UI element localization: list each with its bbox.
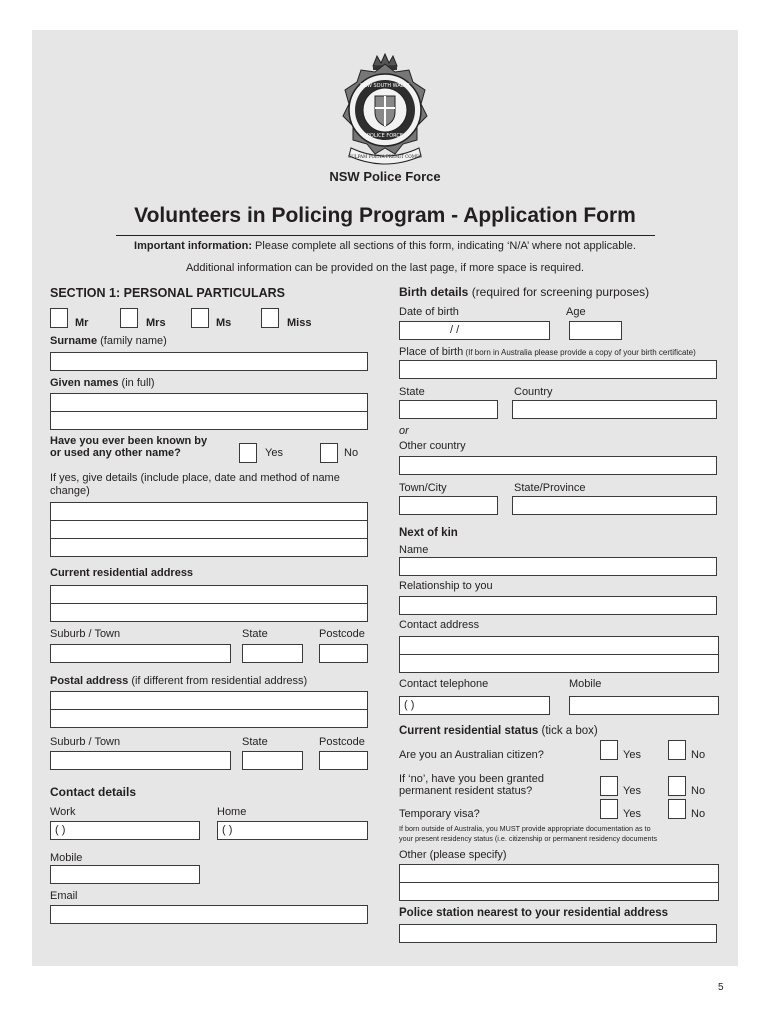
known-by-line-2: or used any other name? xyxy=(50,447,181,459)
age-label: Age xyxy=(566,306,586,318)
birth-country-input[interactable] xyxy=(512,400,717,419)
work-phone-label: Work xyxy=(50,806,76,818)
form-title: Volunteers in Policing Program - Application Form xyxy=(134,204,636,227)
town-city-input[interactable] xyxy=(399,496,498,515)
nok-name-input[interactable] xyxy=(399,557,717,576)
dob-separators: / / xyxy=(450,324,460,336)
if-yes-line-2: change) xyxy=(50,485,90,497)
pr-yes-label: Yes xyxy=(623,785,641,797)
residential-address-input-2[interactable] xyxy=(50,603,368,622)
given-names-label: Given names (in full) xyxy=(50,377,155,389)
other-country-label: Other country xyxy=(399,440,466,452)
title-mrs-label: Mrs xyxy=(146,317,166,329)
postal-suburb-label: Suburb / Town xyxy=(50,736,121,748)
state-province-input[interactable] xyxy=(512,496,717,515)
overseas-note-line-1: If born outside of Australia, you MUST provide appropriate documentation as to xyxy=(399,824,651,833)
pr-no-checkbox[interactable] xyxy=(668,776,686,796)
title-mr-label: Mr xyxy=(75,317,89,329)
surname-input[interactable] xyxy=(50,352,368,371)
nok-name-label: Name xyxy=(399,544,429,556)
other-status-label: Other (please specify) xyxy=(399,849,507,861)
pr-no-label: No xyxy=(691,785,706,797)
birth-state-input[interactable] xyxy=(399,400,498,419)
email-label: Email xyxy=(50,890,78,902)
res-postcode-input[interactable] xyxy=(319,644,368,663)
important-info xyxy=(0,240,770,252)
residential-address-label: Current residential address xyxy=(50,567,194,579)
other-country-input[interactable] xyxy=(399,456,717,475)
page-number: 5 xyxy=(718,982,724,993)
postal-postcode-label: Postcode xyxy=(319,736,365,748)
other-status-input-1[interactable] xyxy=(399,864,719,883)
citizen-no-checkbox[interactable] xyxy=(668,740,686,760)
temp-visa-question: Temporary visa? xyxy=(399,808,480,820)
contact-telephone-label: Contact telephone xyxy=(399,678,489,690)
title-ms-label: Ms xyxy=(216,317,232,329)
given-names-input-2[interactable] xyxy=(50,411,368,430)
known-by-no-checkbox[interactable] xyxy=(320,443,338,463)
nsw-police-badge xyxy=(335,52,435,168)
organisation-name: NSW Police Force xyxy=(329,169,441,184)
other-name-details-2[interactable] xyxy=(50,520,368,539)
temp-visa-yes-label: Yes xyxy=(623,808,641,820)
place-of-birth-label: Place of birth (If born in Australia please provide a copy of your birth certificate) xyxy=(399,346,696,358)
section-title: SECTION 1: PERSONAL PARTICULARS xyxy=(50,286,285,300)
postal-suburb-input[interactable] xyxy=(50,751,231,770)
title-miss-label: Miss xyxy=(287,317,312,329)
police-station-input[interactable] xyxy=(399,924,717,943)
birth-details-heading: Birth details (required for screening purposes) xyxy=(399,285,650,299)
mobile-label: Mobile xyxy=(50,852,83,864)
dob-input[interactable] xyxy=(399,321,550,340)
temp-visa-no-checkbox[interactable] xyxy=(668,799,686,819)
pr-question-line-2: permanent resident status? xyxy=(399,785,533,797)
badge-ribbon: CULPAM POENA PREMIT COMES xyxy=(348,154,422,159)
birth-state-label: State xyxy=(399,386,425,398)
postal-state-input[interactable] xyxy=(242,751,303,770)
relationship-input[interactable] xyxy=(399,596,717,615)
temp-visa-yes-checkbox[interactable] xyxy=(600,799,618,819)
badge-outer-bottom: POLICE FORCE xyxy=(366,133,404,139)
res-postcode-label: Postcode xyxy=(319,628,365,640)
postal-address-input-1[interactable] xyxy=(50,691,368,710)
badge-outer-top: NEW SOUTH WALES xyxy=(360,83,410,89)
next-of-kin-heading: Next of kin xyxy=(399,527,458,539)
home-phone-input[interactable] xyxy=(217,821,368,840)
known-by-line-1: Have you ever been known by xyxy=(50,435,208,447)
surname-label: Surname (family name) xyxy=(50,335,167,347)
important-text: Please complete all sections of this form, indicating ‘N/A’ where not applicable. xyxy=(251,240,636,252)
citizen-no-label: No xyxy=(691,749,706,761)
postal-postcode-input[interactable] xyxy=(319,751,368,770)
important-label: Important information: xyxy=(134,240,252,252)
postal-state-label: State xyxy=(242,736,268,748)
or-label: or xyxy=(399,425,409,437)
residential-address-input-1[interactable] xyxy=(50,585,368,604)
contact-details-heading: Contact details xyxy=(50,785,137,799)
pr-yes-checkbox[interactable] xyxy=(600,776,618,796)
contact-telephone-input[interactable] xyxy=(399,696,550,715)
work-phone-input[interactable] xyxy=(50,821,200,840)
title-rule xyxy=(116,235,655,236)
known-by-yes-checkbox[interactable] xyxy=(239,443,257,463)
relationship-label: Relationship to you xyxy=(399,580,493,592)
temp-visa-no-label: No xyxy=(691,808,706,820)
additional-info: Additional information can be provided on the last page, if more space is required. xyxy=(185,262,585,274)
other-status-input-2[interactable] xyxy=(399,882,719,901)
if-yes-line-1: If yes, give details (include place, date and method of name xyxy=(50,472,340,484)
age-input[interactable] xyxy=(569,321,622,340)
nok-mobile-label: Mobile xyxy=(569,678,602,690)
res-state-input[interactable] xyxy=(242,644,303,663)
other-name-details-3[interactable] xyxy=(50,538,368,557)
nok-mobile-input[interactable] xyxy=(569,696,719,715)
postal-address-label: Postal address (if different from residential address) xyxy=(50,675,308,687)
dob-label: Date of birth xyxy=(399,306,459,318)
res-state-label: State xyxy=(242,628,268,640)
title-miss-checkbox[interactable] xyxy=(261,308,279,328)
residential-status-heading: Current residential status (tick a box) xyxy=(399,725,598,737)
town-city-label: Town/City xyxy=(399,482,447,494)
citizen-question: Are you an Australian citizen? xyxy=(399,749,544,761)
pr-question-line-1: If ‘no’, have you been granted xyxy=(399,773,544,785)
title-mrs-checkbox[interactable] xyxy=(120,308,138,328)
known-by-yes-label: Yes xyxy=(265,447,283,459)
citizen-yes-label: Yes xyxy=(623,749,641,761)
place-of-birth-input[interactable] xyxy=(399,360,717,379)
mobile-input[interactable] xyxy=(50,865,200,884)
title-mr-checkbox[interactable] xyxy=(50,308,68,328)
work-phone-paren: ( ) xyxy=(55,824,66,836)
contact-address-label: Contact address xyxy=(399,619,480,631)
birth-country-label: Country xyxy=(514,386,553,398)
given-names-input-1[interactable] xyxy=(50,393,368,412)
contact-address-input-2[interactable] xyxy=(399,654,719,673)
home-phone-label: Home xyxy=(217,806,247,818)
contact-telephone-paren: ( ) xyxy=(404,699,415,711)
overseas-note-line-2: your present residency status (i.e. citizenship or permanent residency documents xyxy=(399,834,658,843)
title-ms-checkbox[interactable] xyxy=(191,308,209,328)
email-input[interactable] xyxy=(50,905,368,924)
res-suburb-input[interactable] xyxy=(50,644,231,663)
citizen-yes-checkbox[interactable] xyxy=(600,740,618,760)
home-phone-paren: ( ) xyxy=(222,824,233,836)
postal-address-input-2[interactable] xyxy=(50,709,368,728)
contact-address-input-1[interactable] xyxy=(399,636,719,655)
res-suburb-label: Suburb / Town xyxy=(50,628,121,640)
other-name-details-1[interactable] xyxy=(50,502,368,521)
police-station-heading: Police station nearest to your residential address xyxy=(399,907,669,919)
known-by-no-label: No xyxy=(344,447,359,459)
state-province-label: State/Province xyxy=(514,482,586,494)
